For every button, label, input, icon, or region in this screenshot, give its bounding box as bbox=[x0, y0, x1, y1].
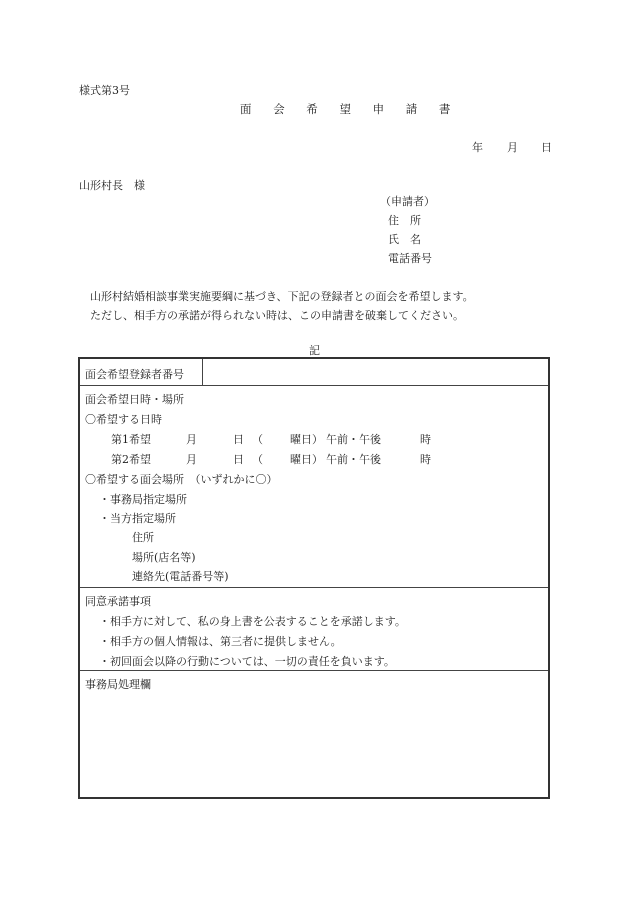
preference-2-paren: （ bbox=[252, 453, 263, 466]
addressee: 山形村長 様 bbox=[79, 179, 145, 192]
preference-1-month: 月 bbox=[186, 433, 197, 446]
applicant-name-label: 氏 名 bbox=[388, 233, 421, 246]
place-contact-label: 連絡先(電話番号等) bbox=[132, 570, 229, 583]
page-title: 面 会 希 望 申 請 書 bbox=[240, 102, 460, 116]
preference-1-day: 日 bbox=[233, 433, 244, 446]
consent-item-2: ・相手方の個人情報は、第三者に提供しません。 bbox=[99, 635, 342, 648]
desired-datetime-label: 〇希望する日時 bbox=[85, 413, 162, 426]
desired-place-label: 〇希望する面会場所 （いずれかに〇） bbox=[85, 473, 278, 486]
applicant-address-label: 住 所 bbox=[388, 214, 421, 227]
body-text-line-1: 山形村結婚相談事業実施要綱に基づき、下記の登録者との面会を希望します。 bbox=[90, 290, 474, 303]
place-address-label: 住所 bbox=[132, 531, 154, 544]
applicant-designated-place: ・当方指定場所 bbox=[99, 512, 176, 525]
row-divider-3 bbox=[80, 670, 548, 671]
applicant-phone-label: 電話番号 bbox=[388, 252, 432, 265]
row-divider-1 bbox=[80, 385, 548, 386]
preference-2-label: 第2希望 bbox=[111, 453, 151, 466]
registrant-divider bbox=[202, 359, 203, 386]
preference-2-day: 日 bbox=[233, 453, 244, 466]
office-designated-place: ・事務局指定場所 bbox=[99, 493, 187, 506]
consent-item-1: ・相手方に対して、私の身上書を公表することを承諾します。 bbox=[99, 615, 406, 628]
place-name-label: 場所(店名等) bbox=[132, 551, 196, 564]
office-processing-area[interactable] bbox=[80, 691, 548, 795]
preference-1-ampm: 午前・午後 bbox=[326, 433, 381, 446]
preference-1-hour: 時 bbox=[420, 433, 431, 446]
ki-heading: 記 bbox=[309, 344, 320, 357]
date-month: 月 bbox=[507, 141, 518, 154]
office-processing-label: 事務局処理欄 bbox=[85, 678, 151, 691]
preference-2-month: 月 bbox=[186, 453, 197, 466]
preference-1-paren: （ bbox=[252, 433, 263, 446]
consent-heading: 同意承諾事項 bbox=[85, 595, 151, 608]
preference-1-weekday: 曜日） bbox=[290, 433, 323, 446]
preference-2-weekday: 曜日） bbox=[290, 453, 323, 466]
date-day: 日 bbox=[541, 141, 552, 154]
preference-2-ampm: 午前・午後 bbox=[326, 453, 381, 466]
registrant-number-label: 面会希望登録者番号 bbox=[85, 368, 184, 381]
registrant-number-field[interactable] bbox=[204, 359, 548, 385]
preference-1-label: 第1希望 bbox=[111, 433, 151, 446]
date-year: 年 bbox=[472, 141, 483, 154]
row-divider-2 bbox=[80, 587, 548, 588]
datetime-place-heading: 面会希望日時・場所 bbox=[85, 393, 184, 406]
preference-2-hour: 時 bbox=[420, 453, 431, 466]
body-text-line-2: ただし、相手方の承諾が得られない時は、この申請書を破棄してください。 bbox=[90, 309, 464, 322]
application-table bbox=[78, 357, 550, 799]
form-number: 様式第3号 bbox=[79, 84, 130, 97]
applicant-heading: （申請者） bbox=[380, 195, 435, 208]
consent-item-3: ・初回面会以降の行動については、一切の責任を負います。 bbox=[99, 655, 395, 668]
